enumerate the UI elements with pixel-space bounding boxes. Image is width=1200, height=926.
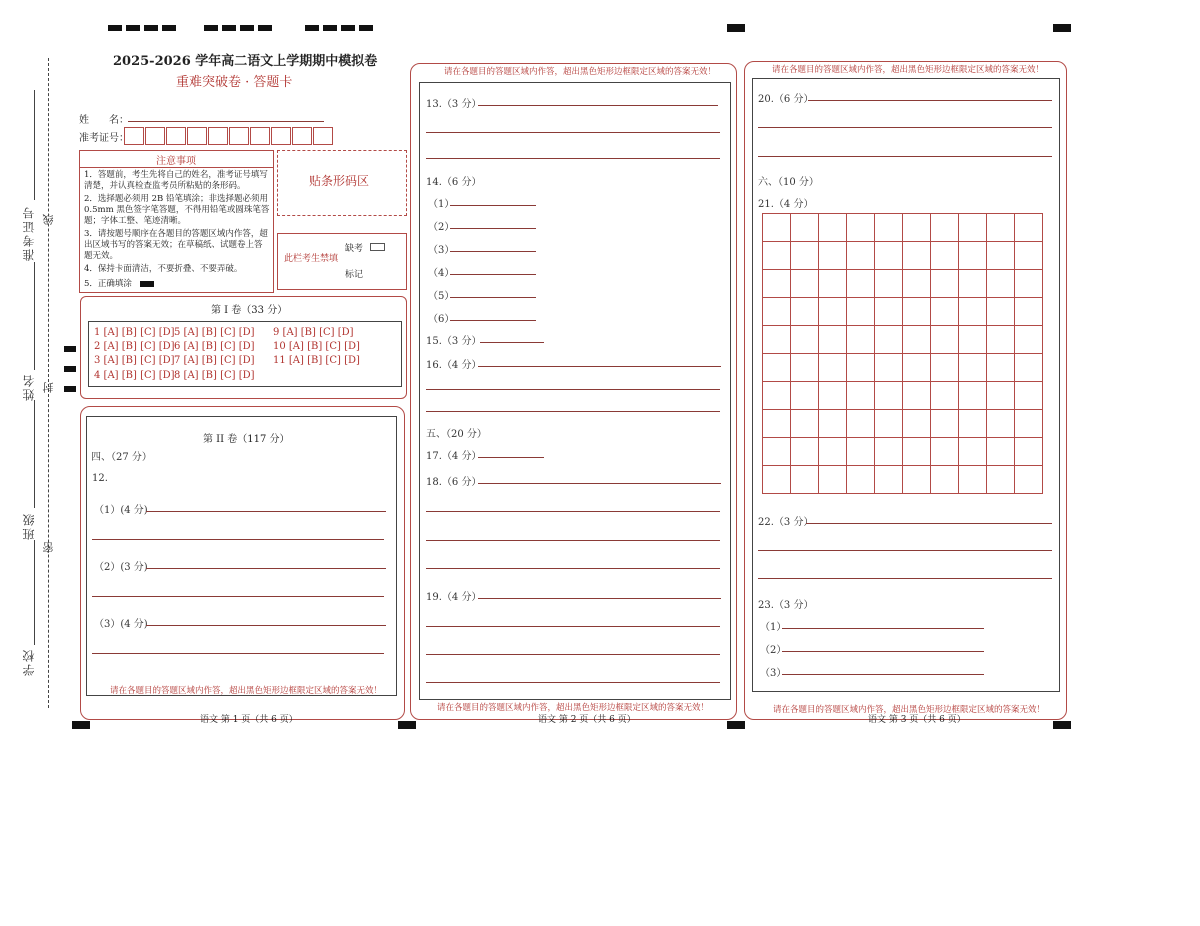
q23-label: 23.（3 分） bbox=[758, 600, 814, 611]
q13-label: 13.（3 分） bbox=[426, 99, 482, 110]
answer-line[interactable] bbox=[146, 511, 386, 512]
side-label-name: 姓名 bbox=[22, 373, 36, 401]
absent-label: 缺考 bbox=[345, 244, 364, 254]
warning-text: 请在各题目的答题区域内作答，超出黑色矩形边框限定区域的答案无效！ bbox=[110, 686, 383, 696]
answer-line[interactable] bbox=[92, 539, 384, 540]
absent-note: 此栏考生禁填 bbox=[284, 254, 339, 264]
q16-label: 16.（4 分） bbox=[426, 360, 482, 371]
q23-sub-1: （1） bbox=[760, 622, 787, 633]
q12-1-label: （1）(4 分) bbox=[94, 505, 148, 516]
answer-line[interactable] bbox=[782, 674, 984, 675]
page-footer: 语文 第 1 页（共 6 页） bbox=[200, 715, 298, 725]
side-label-seal: 封 bbox=[42, 380, 55, 393]
side-field-line bbox=[34, 540, 35, 645]
mc-q9[interactable]: 9 [A] [B] [C] [D] bbox=[273, 327, 354, 338]
answer-line[interactable] bbox=[426, 540, 720, 541]
timing-mark bbox=[64, 366, 76, 372]
timing-mark bbox=[108, 25, 176, 31]
side-label-class: 班级 bbox=[22, 512, 36, 540]
warning-text: 请在各题目的答题区域内作答，超出黑色矩形边框限定区域的答案无效！ bbox=[772, 65, 1045, 75]
answer-line[interactable] bbox=[450, 320, 536, 321]
side-label-line: 线 bbox=[42, 212, 55, 225]
q19-label: 19.（4 分） bbox=[426, 592, 482, 603]
exam-id-label: 准考证号： bbox=[79, 133, 129, 144]
q14-sub-6: （6） bbox=[428, 314, 455, 325]
answer-line[interactable] bbox=[806, 523, 1052, 524]
timing-mark bbox=[64, 346, 76, 352]
answer-line[interactable] bbox=[426, 132, 720, 133]
answer-line[interactable] bbox=[426, 626, 720, 627]
notice-item: 2．选择题必须用 2B 铅笔填涂；非选择题必须用 0.5mm 黑色签字笔答题，不得用铅笔或圆珠笔答题；字体工整、笔迹清晰。 bbox=[84, 194, 270, 226]
section-6-label: 六、（10 分） bbox=[758, 177, 819, 188]
warning-text: 请在各题目的答题区域内作答，超出黑色矩形边框限定区域的答案无效！ bbox=[437, 703, 710, 713]
page-footer: 语文 第 3 页（共 6 页） bbox=[868, 715, 966, 725]
timing-mark bbox=[1053, 24, 1071, 32]
notice-item: 1．答题前，考生先将自己的姓名，准考证号填写清楚，并认真检查监考员所粘贴的条形码。 bbox=[84, 170, 268, 191]
card-subtitle: 重难突破卷 · 答题卡 bbox=[176, 75, 293, 90]
mc-q3[interactable]: 3 [A] [B] [C] [D] bbox=[94, 355, 175, 366]
q17-label: 17.（4 分） bbox=[426, 451, 482, 462]
mc-q11[interactable]: 11 [A] [B] [C] [D] bbox=[273, 355, 360, 366]
answer-line[interactable] bbox=[808, 100, 1052, 101]
answer-line[interactable] bbox=[92, 596, 384, 597]
answer-line[interactable] bbox=[426, 158, 720, 159]
q14-sub-3: （3） bbox=[428, 245, 455, 256]
answer-line[interactable] bbox=[146, 568, 386, 569]
timing-mark bbox=[64, 386, 76, 392]
side-label-secret: 密 bbox=[42, 540, 55, 553]
q12-2-label: （2）(3 分) bbox=[94, 562, 148, 573]
name-field[interactable] bbox=[128, 120, 324, 122]
mc-q2[interactable]: 2 [A] [B] [C] [D] bbox=[94, 341, 175, 352]
side-label-exam-id: 准考证号 bbox=[22, 205, 36, 261]
side-field-line bbox=[34, 262, 35, 370]
answer-line[interactable] bbox=[92, 653, 384, 654]
q14-sub-2: （2） bbox=[428, 222, 455, 233]
section-4-label: 四、（27 分） bbox=[91, 452, 152, 463]
q12-3-label: （3）(4 分) bbox=[94, 619, 148, 630]
answer-line[interactable] bbox=[480, 342, 544, 343]
timing-mark bbox=[72, 721, 90, 729]
mc-q5[interactable]: 5 [A] [B] [C] [D] bbox=[174, 327, 255, 338]
filled-bubble-sample bbox=[140, 281, 154, 287]
mc-q10[interactable]: 10 [A] [B] [C] [D] bbox=[273, 341, 360, 352]
answer-line[interactable] bbox=[146, 625, 386, 626]
answer-line[interactable] bbox=[478, 457, 544, 458]
mc-q1[interactable]: 1 [A] [B] [C] [D] bbox=[94, 327, 175, 338]
q15-label: 15.（3 分） bbox=[426, 336, 482, 347]
card-title: 2025-2026 学年高二语文上学期期中模拟卷 bbox=[113, 54, 378, 69]
answer-line[interactable] bbox=[426, 511, 720, 512]
page-footer: 语文 第 2 页（共 6 页） bbox=[538, 715, 636, 725]
q14-sub-5: （5） bbox=[428, 291, 455, 302]
answer-line[interactable] bbox=[426, 682, 720, 683]
timing-mark bbox=[727, 24, 745, 32]
absent-checkbox[interactable] bbox=[370, 243, 385, 251]
answer-line[interactable] bbox=[782, 651, 984, 652]
warning-text: 请在各题目的答题区域内作答，超出黑色矩形边框限定区域的答案无效！ bbox=[773, 705, 1046, 715]
q20-label: 20.（6 分） bbox=[758, 94, 814, 105]
answer-line[interactable] bbox=[426, 654, 720, 655]
part2-title: 第 II 卷（117 分） bbox=[203, 434, 290, 445]
mc-q7[interactable]: 7 [A] [B] [C] [D] bbox=[174, 355, 255, 366]
writing-grid[interactable] bbox=[762, 213, 1043, 494]
q22-label: 22.（3 分） bbox=[758, 517, 814, 528]
side-label-school: 学校 bbox=[22, 648, 36, 676]
q14-label: 14.（6 分） bbox=[426, 177, 482, 188]
answer-line[interactable] bbox=[450, 297, 536, 298]
timing-mark bbox=[727, 721, 745, 729]
absent-mark-label: 标记 bbox=[345, 270, 364, 280]
answer-line[interactable] bbox=[758, 550, 1052, 551]
answer-line[interactable] bbox=[478, 483, 721, 484]
notice-item: 5．正确填涂 bbox=[84, 279, 132, 289]
timing-mark bbox=[204, 25, 272, 31]
answer-line[interactable] bbox=[478, 105, 718, 106]
exam-id-boxes[interactable] bbox=[124, 127, 334, 145]
answer-line[interactable] bbox=[426, 568, 720, 569]
answer-line[interactable] bbox=[758, 578, 1052, 579]
barcode-label: 贴条形码区 bbox=[309, 174, 370, 188]
mc-q6[interactable]: 6 [A] [B] [C] [D] bbox=[174, 341, 255, 352]
answer-line[interactable] bbox=[426, 411, 720, 412]
mc-q4[interactable]: 4 [A] [B] [C] [D] bbox=[94, 370, 175, 381]
timing-mark bbox=[305, 25, 373, 31]
notice-item: 3．请按题号顺序在各题目的答题区域内作答，超出区域书写的答案无效；在草稿纸、试题卷上答题无效。 bbox=[84, 229, 268, 261]
q23-sub-3: （3） bbox=[760, 668, 787, 679]
q14-sub-4: （4） bbox=[428, 268, 455, 279]
mc-q8[interactable]: 8 [A] [B] [C] [D] bbox=[174, 370, 255, 381]
answer-line[interactable] bbox=[758, 127, 1052, 128]
side-field-line bbox=[34, 400, 35, 508]
q21-label: 21.（4 分） bbox=[758, 199, 814, 210]
timing-mark bbox=[1053, 721, 1071, 729]
answer-line[interactable] bbox=[478, 366, 721, 367]
answer-line[interactable] bbox=[450, 228, 536, 229]
q12-label: 12. bbox=[92, 473, 108, 484]
answer-line[interactable] bbox=[758, 156, 1052, 157]
q23-sub-2: （2） bbox=[760, 645, 787, 656]
name-label: 姓 名： bbox=[79, 115, 129, 126]
q18-label: 18.（6 分） bbox=[426, 477, 482, 488]
answer-line[interactable] bbox=[450, 274, 536, 275]
side-field-line bbox=[34, 90, 35, 200]
section-5-label: 五、（20 分） bbox=[426, 429, 487, 440]
answer-line[interactable] bbox=[426, 389, 720, 390]
warning-text: 请在各题目的答题区域内作答，超出黑色矩形边框限定区域的答案无效！ bbox=[444, 67, 717, 77]
answer-line[interactable] bbox=[450, 251, 536, 252]
part1-title: 第 I 卷（33 分） bbox=[211, 305, 288, 316]
answer-line[interactable] bbox=[450, 205, 536, 206]
answer-line[interactable] bbox=[478, 598, 721, 599]
timing-mark bbox=[398, 721, 416, 729]
q14-sub-1: （1） bbox=[428, 199, 455, 210]
notice-heading: 注意事项 bbox=[156, 156, 196, 167]
answer-line[interactable] bbox=[782, 628, 984, 629]
notice-item: 4．保持卡面清洁，不要折叠、不要弄破。 bbox=[84, 264, 243, 274]
